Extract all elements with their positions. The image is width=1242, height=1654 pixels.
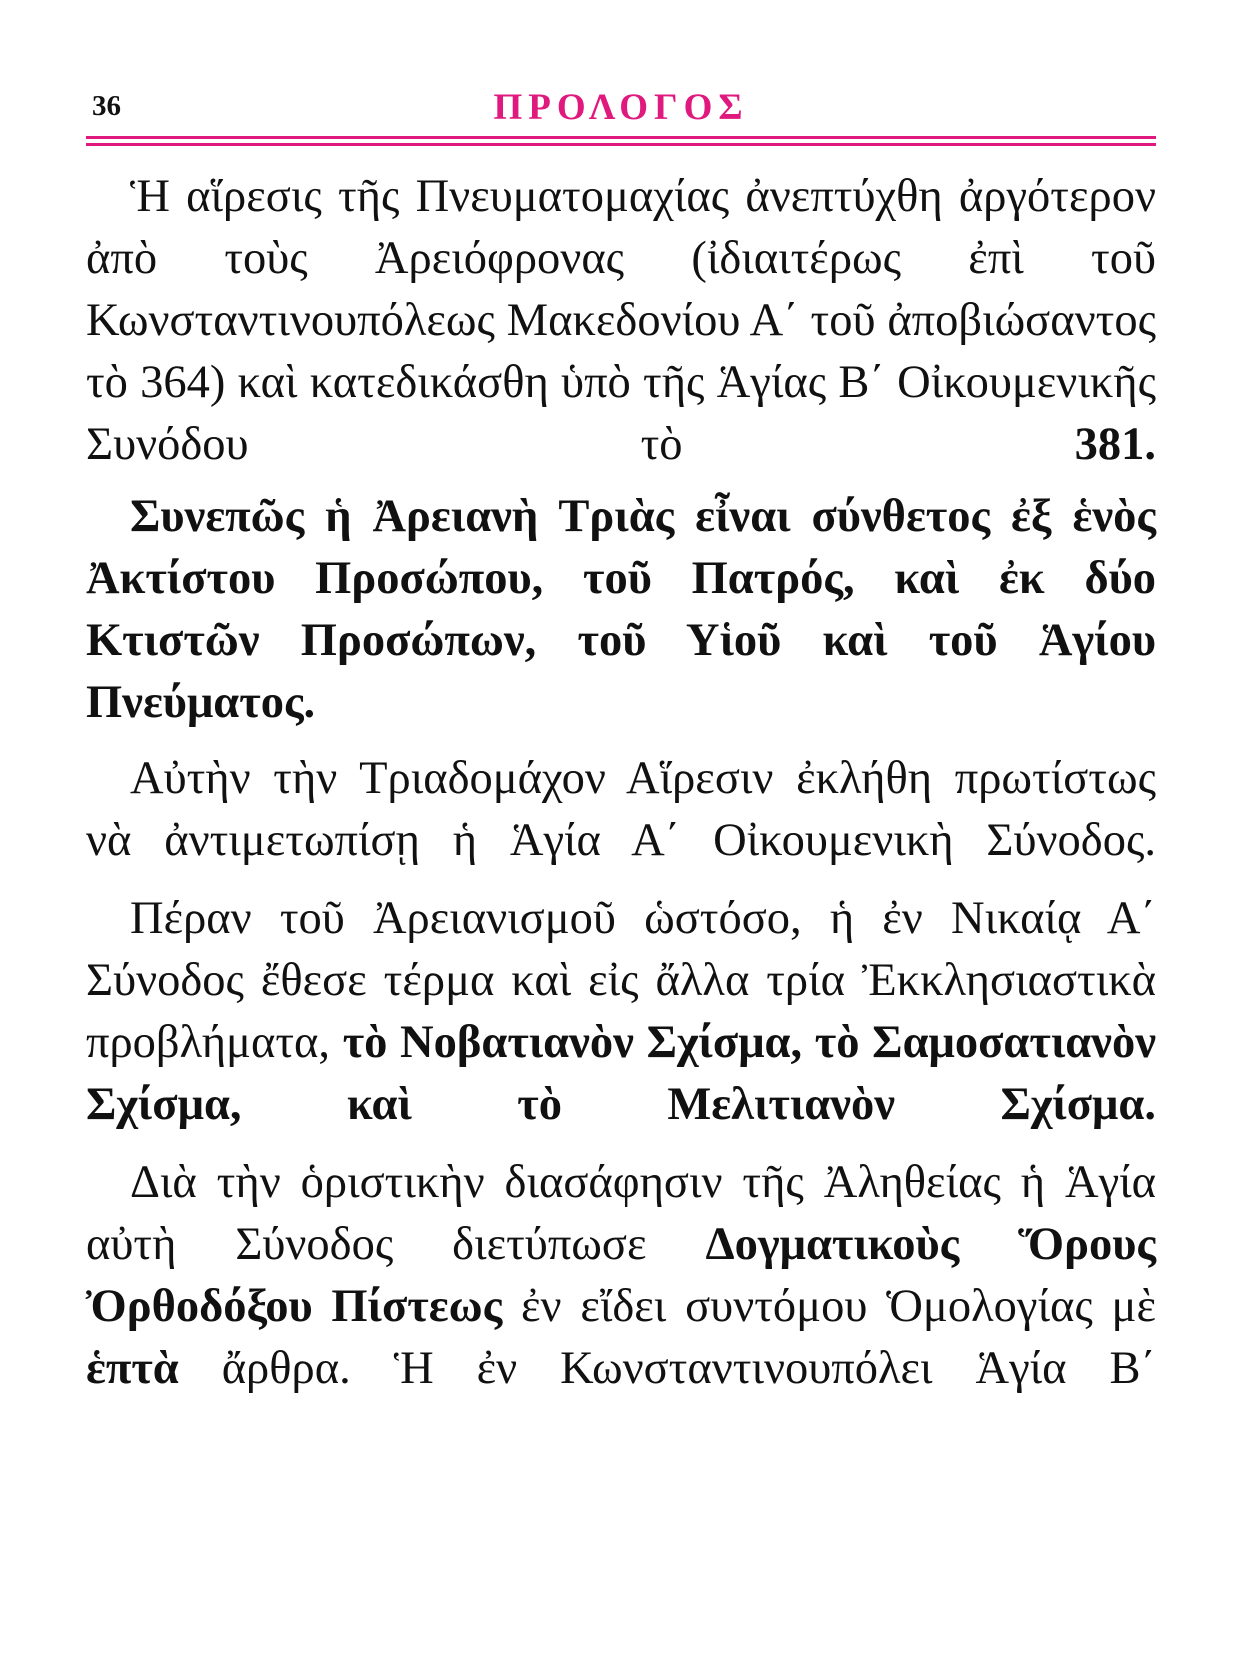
paragraph-3-text: Αὐτὴν τὴν Τριαδομάχον Αἵρεσιν ἐκλήθη πρωτίστως νὰ ἀντιμετωπίσῃ ἡ Ἁγία Α΄ Οἰκουμενικὴ Σύνοδος. bbox=[86, 753, 1156, 866]
paragraph-1-text: Ἡ αἵρεσις τῆς Πνευματομαχίας ἀνεπτύχθη ἀργότερον ἀπὸ τοὺς Ἀρειόφρονας (ἰδιαιτέρως ἐπὶ τοῦ Κωνσταντινουπόλεως Μακεδονίου Α΄ τοῦ ἀποβιώσαντος τὸ 364) καὶ κατεδικάσθη ὑπὸ τῆς Ἁγίας Β΄ Οἰκουμενικῆς Συνόδου τὸ bbox=[86, 171, 1156, 470]
header-double-rule bbox=[86, 136, 1156, 150]
paragraph-5-bold-terms: Δογματικοὺς Ὅρους Ὀρθοδόξου Πίστεως bbox=[86, 1219, 1156, 1332]
body-text bbox=[86, 166, 1156, 1414]
paragraph-5 bbox=[86, 1152, 1156, 1400]
paragraph-5-text-c: ἄρθρα. Ἡ ἐν Κωνσταντινουπόλει Ἁγία Β΄ bbox=[178, 1343, 1156, 1394]
paragraph-1 bbox=[86, 166, 1156, 476]
header-rule-top bbox=[86, 136, 1156, 139]
header-rule-bottom bbox=[86, 143, 1156, 146]
paragraph-4-text: Πέραν τοῦ Ἀρειανισμοῦ ὡστόσο, ἡ ἐν Νικαίᾳ Α΄ Σύνοδος ἔθεσε τέρμα καὶ εἰς ἄλλα τρία Ἐκκλησιαστικὰ προβλήματα, bbox=[86, 893, 1156, 1068]
paragraph-5-text-a: Διὰ τὴν ὁριστικὴν διασάφησιν τῆς Ἀληθείας ἡ Ἁγία αὐτὴ Σύνοδος διετύπωσε bbox=[86, 1157, 1156, 1270]
paragraph-4-bold-schisms: τὸ Νοβατιανὸν Σχίσμα, τὸ Σαμοσατιανὸν Σχίσμα, καὶ τὸ Μελιτιανὸν Σχίσμα. bbox=[86, 1017, 1156, 1130]
paragraph-4 bbox=[86, 888, 1156, 1136]
paragraph-5-text-b: ἐν εἴδει συντόμου Ὁμολογίας μὲ bbox=[502, 1281, 1156, 1332]
paragraph-3 bbox=[86, 748, 1156, 872]
paragraph-1-bold-year: 381. bbox=[1074, 419, 1156, 470]
paragraph-2 bbox=[86, 486, 1156, 734]
paragraph-2-bold-text: Συνεπῶς ἡ Ἀρειανὴ Τριὰς εἶναι σύνθετος ἐξ ἑνὸς Ἀκτίστου Προσώπου, τοῦ Πατρός, καὶ ἐκ δύο Κτιστῶν Προσώπων, τοῦ Υἱοῦ καὶ τοῦ Ἁγίου Πνεύματος. bbox=[86, 491, 1156, 728]
running-title: ΠΡΟΛΟΓΟΣ bbox=[493, 87, 749, 128]
page-header bbox=[86, 84, 1156, 130]
page-number: 36 bbox=[92, 90, 121, 122]
paragraph-5-bold-seven: ἑπτὰ bbox=[86, 1343, 179, 1394]
